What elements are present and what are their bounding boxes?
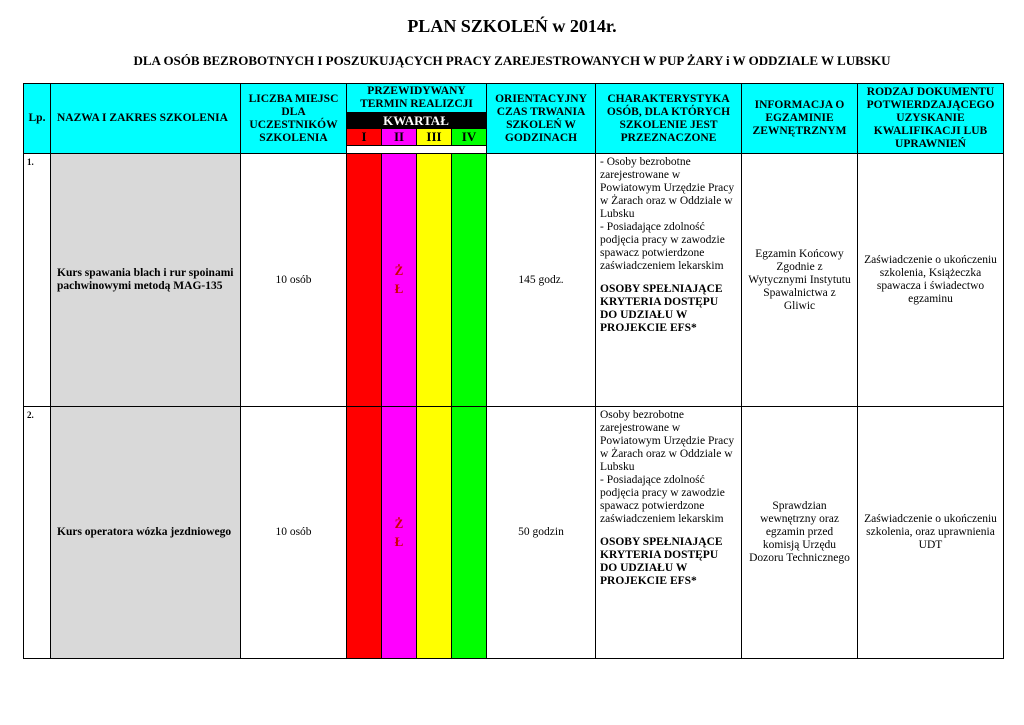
row-1-places: 10 osób bbox=[240, 153, 347, 407]
quarter-3-header: III bbox=[416, 128, 452, 146]
row-2-q1 bbox=[346, 406, 382, 659]
quarter-1-header: I bbox=[346, 128, 382, 146]
row-2-document: Zaświadczenie o ukończeniu szkolenia, oraz uprawnienia UDT bbox=[857, 406, 1004, 659]
row-2-q4 bbox=[451, 406, 487, 659]
quarter-2-header: II bbox=[381, 128, 417, 146]
row-2-zl-top: Ż bbox=[394, 516, 404, 531]
row-1-document: Zaświadczenie o ukończeniu szkolenia, Książeczka spawacza i świadectwo egzaminu bbox=[857, 153, 1004, 407]
header-term: PRZEWIDYWANY TERMIN REALIZCJI bbox=[346, 83, 487, 113]
row-1-q1 bbox=[346, 153, 382, 407]
page-subtitle: DLA OSÓB BEZROBOTNYCH I POSZUKUJĄCYCH PRACY ZAREJESTROWANYCH W PUP ŻARY i W ODDZIALE W LUBSKU bbox=[133, 53, 891, 68]
header-lp: Lp. bbox=[23, 83, 51, 154]
header-characteristics: CHARAKTERYSTYKA OSÓB, DLA KTÓRYCH SZKOLENIE JEST PRZEZNACZONE bbox=[595, 83, 742, 154]
row-2-characteristics bbox=[595, 406, 742, 659]
row-2-q3 bbox=[416, 406, 452, 659]
header-duration: ORIENTACYJNY CZAS TRWANIA SZKOLEŃ W GODZINACH bbox=[486, 83, 596, 154]
row-1-desc-bold: OSOBY SPEŁNIAJĄCE KRYTERIA DOSTĘPU DO UDZIAŁU W PROJEKCIE EFS* bbox=[600, 283, 723, 334]
row-1-q3 bbox=[416, 153, 452, 407]
row-1-exam: Egzamin Końcowy Zgodnie z Wytycznymi Instytutu Spawalnictwa z Gliwic bbox=[741, 153, 858, 407]
header-exam: INFORMACJA O EGZAMINIE ZEWNĘTRZNYM bbox=[741, 83, 858, 154]
row-2-exam: Sprawdzian wewnętrzny oraz egzamin przed komisją Urzędu Dozoru Technicznego bbox=[741, 406, 858, 659]
page-title: PLAN SZKOLEŃ w 2014r. bbox=[407, 16, 617, 36]
row-1-desc: - Osoby bezrobotne zarejestrowane w Powiatowym Urzędzie Pracy w Żarach oraz w Oddziale w Lubsku - Posiadające zdolność podjęcia pracy w zawodzie spawacz potwierdzone zaświadczeniem lekarskim bbox=[600, 156, 735, 272]
header-name: NAZWA I ZAKRES SZKOLENIA bbox=[50, 83, 241, 154]
header-document: RODZAJ DOKUMENTU POTWIERDZAJĄCEGO UZYSKANIE KWALIFIKACJI LUB UPRAWNIEŃ bbox=[857, 83, 1004, 154]
row-1-zl-bottom: Ł bbox=[394, 281, 404, 296]
row-1-q4 bbox=[451, 153, 487, 407]
row-2-desc-bold: OSOBY SPEŁNIAJĄCE KRYTERIA DOSTĘPU DO UDZIAŁU W PROJEKCIE EFS* bbox=[600, 536, 723, 587]
row-2-lp: 2. bbox=[23, 406, 51, 659]
quarter-4-header: IV bbox=[451, 128, 487, 146]
row-2-q2 bbox=[381, 406, 417, 659]
row-1-name: Kurs spawania blach i rur spoinami pachwinowymi metodą MAG-135 bbox=[50, 153, 241, 407]
row-1-characteristics bbox=[595, 153, 742, 407]
row-2-desc: Osoby bezrobotne zarejestrowane w Powiatowym Urzędzie Pracy w Żarach oraz w Oddziale w Lubsku - Posiadające zdolność podjęcia pracy w zawodzie spawacz potwierdzone zaświadczeniem lekarskim bbox=[600, 409, 735, 525]
row-1-lp: 1. bbox=[23, 153, 51, 407]
header-places: LICZBA MIEJSC DLA UCZESTNIKÓW SZKOLENIA bbox=[240, 83, 347, 154]
row-1-zl-top: Ż bbox=[394, 263, 404, 278]
row-1-q2 bbox=[381, 153, 417, 407]
row-2-duration: 50 godzin bbox=[486, 406, 596, 659]
row-2-zl-bottom: Ł bbox=[394, 534, 404, 549]
row-1-duration: 145 godz. bbox=[486, 153, 596, 407]
header-kwartal: KWARTAŁ bbox=[346, 112, 486, 129]
row-2-places: 10 osób bbox=[240, 406, 347, 659]
row-2-name: Kurs operatora wózka jezdniowego bbox=[50, 406, 241, 659]
